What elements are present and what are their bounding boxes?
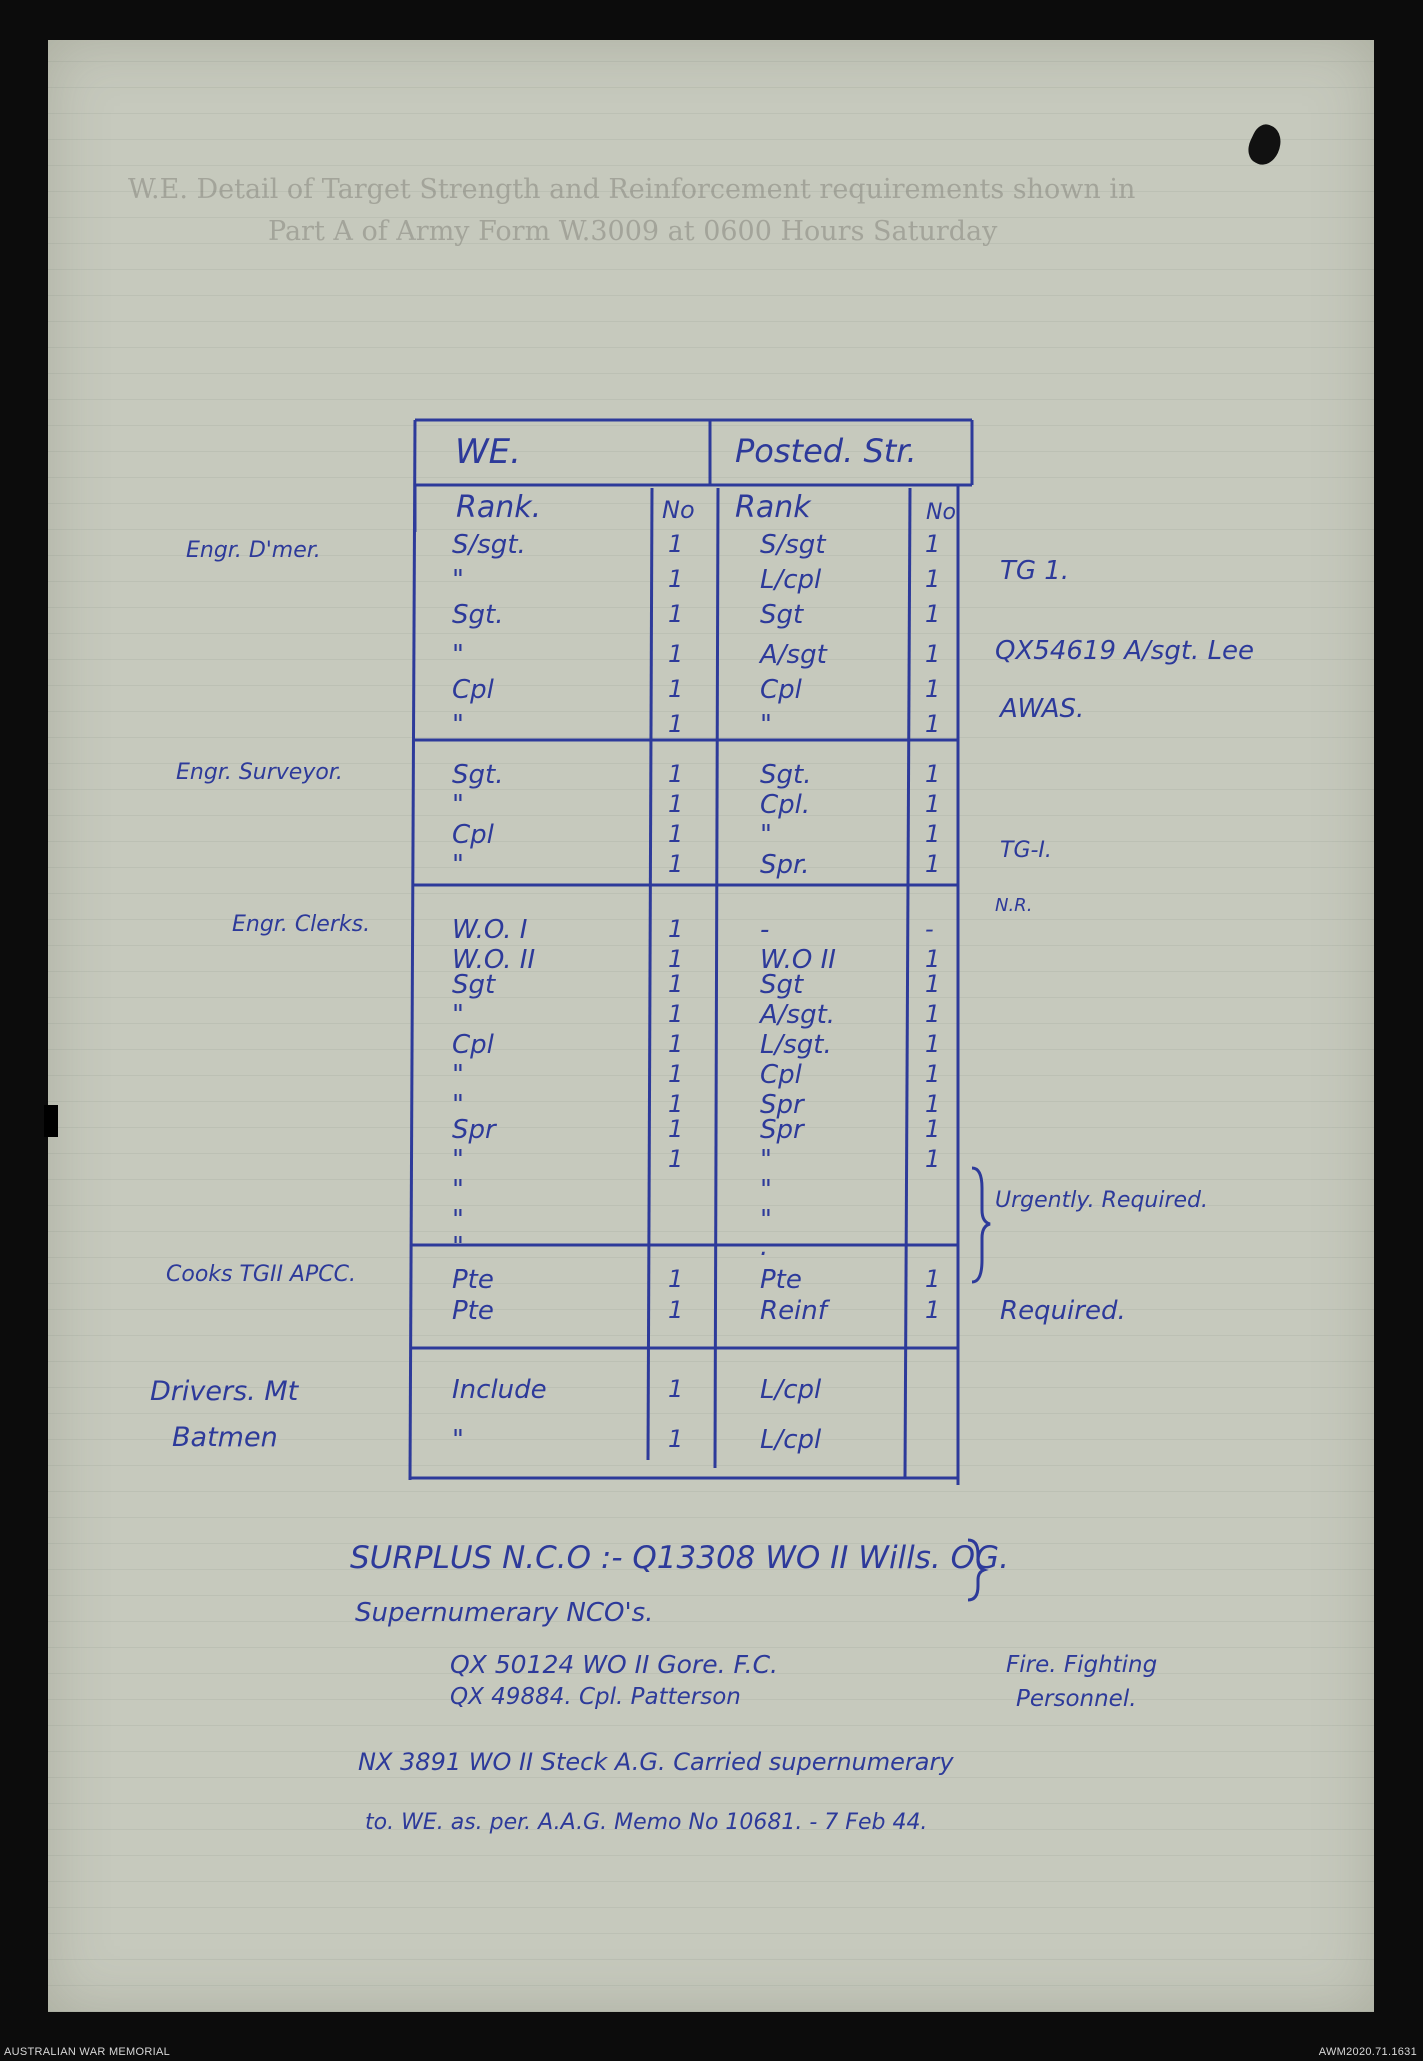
row-16-posted-rank: Cpl	[760, 1060, 802, 1090]
row-13-posted-no: 1	[925, 970, 941, 998]
row-11-we-rank: W.O. I	[452, 915, 528, 945]
row-18-posted-no: 1	[925, 1115, 941, 1143]
row-24-posted-no: 1	[925, 1296, 941, 1324]
row-5-posted-rank: Cpl	[760, 675, 802, 705]
row-2-posted-no: 1	[925, 565, 941, 593]
row-18-we-no: 1	[668, 1115, 684, 1143]
subheader-rank-posted: Rank	[735, 490, 811, 525]
footer-archive-name: AUSTRALIAN WAR MEMORIAL	[4, 2046, 171, 2058]
row-15-we-no: 1	[668, 1030, 684, 1058]
row-23-posted-no: 1	[925, 1265, 941, 1293]
row-4-we-rank: "	[452, 640, 464, 670]
row-9-posted-no: 1	[925, 820, 941, 848]
row-8-we-no: 1	[668, 790, 684, 818]
row-17-we-no: 1	[668, 1090, 684, 1118]
row-3-we-no: 1	[668, 600, 684, 628]
group-label-batmen: Batmen	[172, 1422, 278, 1453]
posted-no-column-line	[905, 488, 910, 1478]
row-25-we-no: 1	[668, 1375, 684, 1403]
row-19-we-no: 1	[668, 1145, 684, 1173]
row-20-posted-rank: "	[760, 1175, 772, 1205]
row-20-we-rank: "	[452, 1175, 464, 1205]
row-22-posted-rank: .	[760, 1232, 769, 1262]
annotation-urgently-required: Urgently. Required.	[995, 1188, 1209, 1213]
row-26-we-rank: "	[452, 1425, 464, 1455]
row-10-posted-no: 1	[925, 850, 941, 878]
row-5-posted-no: 1	[925, 675, 941, 703]
row-10-we-rank: "	[452, 850, 464, 880]
group-label-drivers: Drivers. Mt	[150, 1376, 299, 1407]
row-3-posted-no: 1	[925, 600, 941, 628]
row-14-posted-rank: A/sgt.	[760, 1000, 836, 1030]
posted-column-line	[715, 488, 718, 1468]
header-posted-str: Posted. Str.	[735, 432, 917, 470]
row-5-we-no: 1	[668, 675, 684, 703]
row-4-posted-no: 1	[925, 640, 941, 668]
row-10-posted-rank: Spr.	[760, 850, 810, 880]
row-7-posted-rank: Sgt.	[760, 760, 812, 790]
row-18-posted-rank: Spr	[760, 1115, 804, 1145]
row-7-we-rank: Sgt.	[452, 760, 504, 790]
row-17-posted-no: 1	[925, 1090, 941, 1118]
row-8-posted-no: 1	[925, 790, 941, 818]
we-no-column-line	[648, 488, 652, 1460]
row-26-we-no: 1	[668, 1425, 684, 1453]
row-3-posted-rank: Sgt	[760, 600, 804, 630]
row-8-posted-rank: Cpl.	[760, 790, 811, 820]
row-22-we-rank: "	[452, 1232, 464, 1262]
row-5-we-rank: Cpl	[452, 675, 494, 705]
note-surplus: SURPLUS N.C.O :- Q13308 WO II Wills. OG.	[350, 1540, 1009, 1576]
row-17-we-rank: "	[452, 1090, 464, 1120]
row-11-posted-rank: -	[760, 915, 770, 945]
row-19-posted-no: 1	[925, 1145, 941, 1173]
row-18-we-rank: Spr	[452, 1115, 496, 1145]
row-3-we-rank: Sgt.	[452, 600, 504, 630]
table-left-line	[410, 420, 415, 1480]
row-25-we-rank: Include	[452, 1375, 547, 1405]
row-12-posted-rank: W.O II	[760, 945, 836, 975]
row-19-we-rank: "	[452, 1145, 464, 1175]
annotation-awas: AWAS.	[1000, 694, 1085, 724]
row-8-we-rank: "	[452, 790, 464, 820]
row-6-we-rank: "	[452, 710, 464, 740]
row-13-we-rank: Sgt	[452, 970, 496, 1000]
row-26-posted-rank: L/cpl	[760, 1425, 822, 1455]
row-19-posted-rank: "	[760, 1145, 772, 1175]
row-2-we-no: 1	[668, 565, 684, 593]
row-24-we-no: 1	[668, 1296, 684, 1324]
group-label-surveyor: Engr. Surveyor.	[176, 760, 343, 785]
group-label-cooks: Cooks TGII APCC.	[166, 1262, 356, 1287]
note-patterson: QX 49884. Cpl. Patterson	[450, 1684, 741, 1710]
row-13-posted-rank: Sgt	[760, 970, 804, 1000]
row-12-we-rank: W.O. II	[452, 945, 536, 975]
row-21-posted-rank: "	[760, 1205, 772, 1235]
row-6-posted-rank: "	[760, 710, 772, 740]
row-11-posted-no: -	[925, 915, 934, 943]
row-1-posted-no: 1	[925, 530, 941, 558]
row-9-we-rank: Cpl	[452, 820, 494, 850]
annotation-required: Required.	[1000, 1296, 1126, 1326]
row-16-we-rank: "	[452, 1060, 464, 1090]
footer-accession-number: AWM2020.71.1631	[1318, 2046, 1417, 2058]
row-23-we-rank: Pte	[452, 1265, 494, 1295]
row-25-posted-rank: L/cpl	[760, 1375, 822, 1405]
subheader-no-posted: No	[926, 500, 956, 525]
row-6-posted-no: 1	[925, 710, 941, 738]
group-label-draughtsmen: Engr. D'mer.	[186, 538, 321, 563]
note-memo: to. WE. as. per. A.A.G. Memo No 10681. - 7 Feb 44.	[365, 1810, 928, 1835]
annotation-tg1-second: TG-I.	[1000, 838, 1052, 863]
row-15-we-rank: Cpl	[452, 1030, 494, 1060]
row-7-posted-no: 1	[925, 760, 941, 788]
note-supernumerary: Supernumerary NCO's.	[355, 1598, 654, 1628]
row-24-posted-rank: Reinf	[760, 1296, 827, 1326]
row-15-posted-no: 1	[925, 1030, 941, 1058]
annotation-tg1: TG 1.	[1000, 556, 1070, 586]
header-we: WE.	[455, 432, 521, 472]
row-2-posted-rank: L/cpl	[760, 565, 822, 595]
row-6-we-no: 1	[668, 710, 684, 738]
row-16-we-no: 1	[668, 1060, 684, 1088]
group-label-clerks: Engr. Clerks.	[232, 912, 371, 937]
row-4-posted-rank: A/sgt	[760, 640, 827, 670]
row-14-we-rank: "	[452, 1000, 464, 1030]
subheader-no-we: No	[662, 496, 695, 524]
row-14-posted-no: 1	[925, 1000, 941, 1028]
row-15-posted-rank: L/sgt.	[760, 1030, 832, 1060]
row-24-we-rank: Pte	[452, 1296, 494, 1326]
note-personnel: Personnel.	[1016, 1686, 1137, 1712]
ghost-heading-line-1: W.E. Detail of Target Strength and Reinforcement requirements shown in	[128, 174, 1136, 205]
note-steck: NX 3891 WO II Steck A.G. Carried supernumerary	[358, 1748, 954, 1776]
row-12-we-no: 1	[668, 945, 684, 973]
row-9-we-no: 1	[668, 820, 684, 848]
row-11-we-no: 1	[668, 915, 684, 943]
urgently-brace	[972, 1168, 990, 1282]
row-9-posted-rank: "	[760, 820, 772, 850]
row-13-we-no: 1	[668, 970, 684, 998]
row-1-posted-rank: S/sgt	[760, 530, 826, 560]
subheader-rank-we: Rank.	[456, 490, 542, 525]
row-16-posted-no: 1	[925, 1060, 941, 1088]
row-2-we-rank: "	[452, 565, 464, 595]
row-23-we-no: 1	[668, 1265, 684, 1293]
row-4-we-no: 1	[668, 640, 684, 668]
row-12-posted-no: 1	[925, 945, 941, 973]
note-gore: QX 50124 WO II Gore. F.C.	[450, 1650, 778, 1679]
row-21-we-rank: "	[452, 1205, 464, 1235]
row-7-we-no: 1	[668, 760, 684, 788]
row-1-we-no: 1	[668, 530, 684, 558]
row-17-posted-rank: Spr	[760, 1090, 804, 1120]
row-23-posted-rank: Pte	[760, 1265, 802, 1295]
row-14-we-no: 1	[668, 1000, 684, 1028]
row-10-we-no: 1	[668, 850, 684, 878]
row-1-we-rank: S/sgt.	[452, 530, 526, 560]
annotation-nr: N.R.	[995, 895, 1033, 916]
annotation-lee: QX54619 A/sgt. Lee	[995, 636, 1255, 666]
ghost-heading-line-2: Part A of Army Form W.3009 at 0600 Hours Saturday	[268, 216, 998, 247]
note-fire-fighting: Fire. Fighting	[1006, 1652, 1158, 1678]
